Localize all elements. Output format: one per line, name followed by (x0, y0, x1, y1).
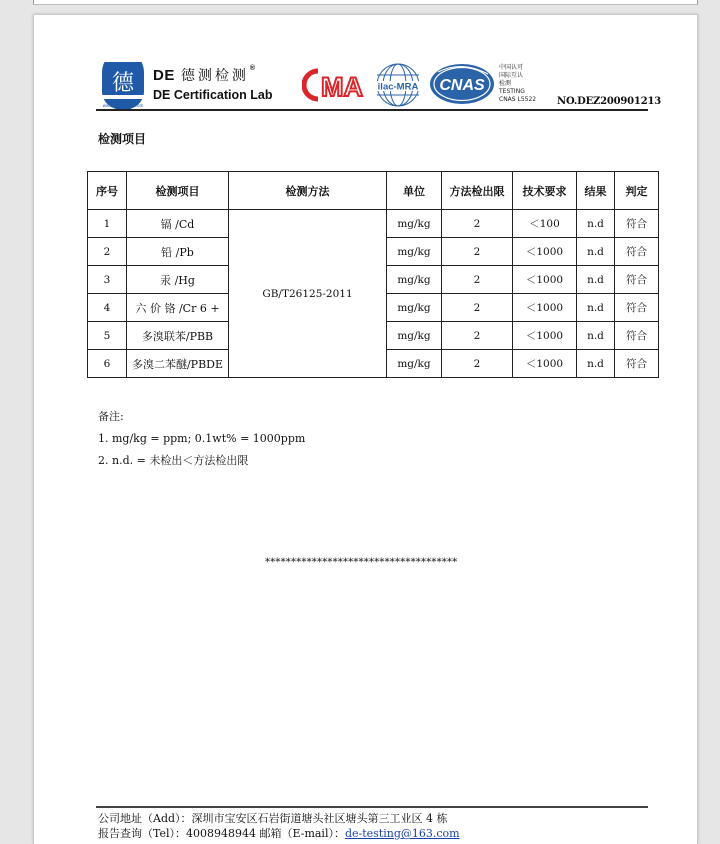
cell-verdict: 符合 (615, 294, 659, 322)
report-number: NO.DEZ200901213 (557, 96, 661, 107)
cell-unit: mg/kg (387, 350, 442, 378)
footer (98, 811, 460, 841)
cnas-line: 检测 (499, 80, 512, 87)
cell-requirement: ＜1000 (513, 238, 577, 266)
cell-unit: mg/kg (387, 210, 442, 238)
cell-item: 汞 /Hg (127, 266, 229, 294)
cell-method: GB/T26125-2011 (229, 210, 387, 378)
brand-english: DE Certification Lab (153, 88, 273, 102)
cell-mdl: 2 (442, 322, 513, 350)
cell-verdict: 符合 (615, 350, 659, 378)
cell-no: 2 (88, 238, 127, 266)
cma-text: MA (321, 72, 363, 102)
section-title: 检测项目 (98, 132, 147, 146)
footer-address: 公司地址（Add）：深圳市宝安区石岩街道塘头社区塘头第三工业区 4 栋 (98, 812, 448, 825)
brand-chinese: 德测检测 (180, 68, 249, 84)
cell-requirement: ＜1000 (513, 294, 577, 322)
notes-title: 备注: (98, 410, 124, 423)
test-results-table (87, 171, 659, 378)
brand-de: DE (153, 67, 175, 84)
cell-unit: mg/kg (387, 294, 442, 322)
cell-item: 六 价 铬 /Cr 6 + (127, 294, 229, 322)
cell-mdl: 2 (442, 350, 513, 378)
cell-mdl: 2 (442, 294, 513, 322)
cell-unit: mg/kg (387, 266, 442, 294)
cell-mdl: 2 (442, 210, 513, 238)
cell-item: 多溴二苯醚/PBDE (127, 350, 229, 378)
cell-result: n.d (577, 266, 615, 294)
cell-requirement: ＜1000 (513, 266, 577, 294)
cell-result: n.d (577, 350, 615, 378)
ilac-text: ilac-MRA (377, 81, 419, 93)
cell-unit: mg/kg (387, 322, 442, 350)
document-page (33, 14, 698, 844)
cell-result: n.d (577, 294, 615, 322)
cnas-logo-icon (428, 62, 496, 106)
table-header-row (88, 172, 659, 210)
cell-mdl: 2 (442, 266, 513, 294)
registered-mark: ® (249, 65, 256, 72)
cell-requirement: ＜100 (513, 210, 577, 238)
col-header-unit: 单位 (387, 172, 442, 210)
notes (98, 406, 305, 472)
col-header-result: 结果 (577, 172, 615, 210)
col-header-no: 序号 (88, 172, 127, 210)
col-header-mdl: 方法检出限 (442, 172, 513, 210)
cell-no: 4 (88, 294, 127, 322)
footer-divider (96, 806, 648, 808)
cell-result: n.d (577, 238, 615, 266)
cnas-line: CNAS L5522 (499, 96, 537, 103)
ilac-mra-logo-icon (373, 61, 423, 109)
cell-result: n.d (577, 210, 615, 238)
footer-contact-text: 报告查询（Tel）：4008948944 邮箱（E-mail）： (98, 827, 345, 840)
cell-no: 3 (88, 266, 127, 294)
cell-no: 1 (88, 210, 127, 238)
col-header-item: 检测项目 (127, 172, 229, 210)
cell-mdl: 2 (442, 238, 513, 266)
header-divider (96, 109, 648, 111)
svg-text:www.de-testing.com: www.de-testing.com (102, 103, 144, 108)
cell-requirement: ＜1000 (513, 350, 577, 378)
cell-item: 镉 /Cd (127, 210, 229, 238)
cell-no: 6 (88, 350, 127, 378)
end-of-report-marker: ************************************* (265, 557, 458, 568)
cell-unit: mg/kg (387, 238, 442, 266)
footer-contact (98, 826, 460, 841)
note-line: 2. n.d. = 未检出＜方法检出限 (98, 454, 249, 467)
cell-item: 多溴联苯/PBB (127, 322, 229, 350)
col-header-requirement: 技术要求 (513, 172, 577, 210)
cnas-line: 国际互认 (499, 72, 524, 79)
cell-item: 铅 /Pb (127, 238, 229, 266)
note-line: 1. mg/kg = ppm; 0.1wt% = 1000ppm (98, 432, 306, 445)
cell-result: n.d (577, 322, 615, 350)
col-header-method: 检测方法 (229, 172, 387, 210)
cell-no: 5 (88, 322, 127, 350)
cnas-text: CNAS (439, 77, 485, 94)
cnas-accreditation-text (499, 64, 536, 104)
col-header-verdict: 判定 (615, 172, 659, 210)
brand-name (153, 65, 272, 102)
cell-verdict: 符合 (615, 322, 659, 350)
table-row (88, 210, 659, 238)
cma-logo-icon (302, 67, 370, 103)
footer-email-link[interactable]: de-testing@163.com (344, 827, 460, 840)
cell-verdict: 符合 (615, 238, 659, 266)
cnas-line: 中国认可 (499, 64, 524, 71)
de-logo-icon (98, 62, 148, 110)
cell-verdict: 符合 (615, 266, 659, 294)
cell-verdict: 符合 (615, 210, 659, 238)
logo-character: 德 (111, 71, 135, 96)
cnas-line: TESTING (499, 88, 525, 95)
cell-requirement: ＜1000 (513, 322, 577, 350)
